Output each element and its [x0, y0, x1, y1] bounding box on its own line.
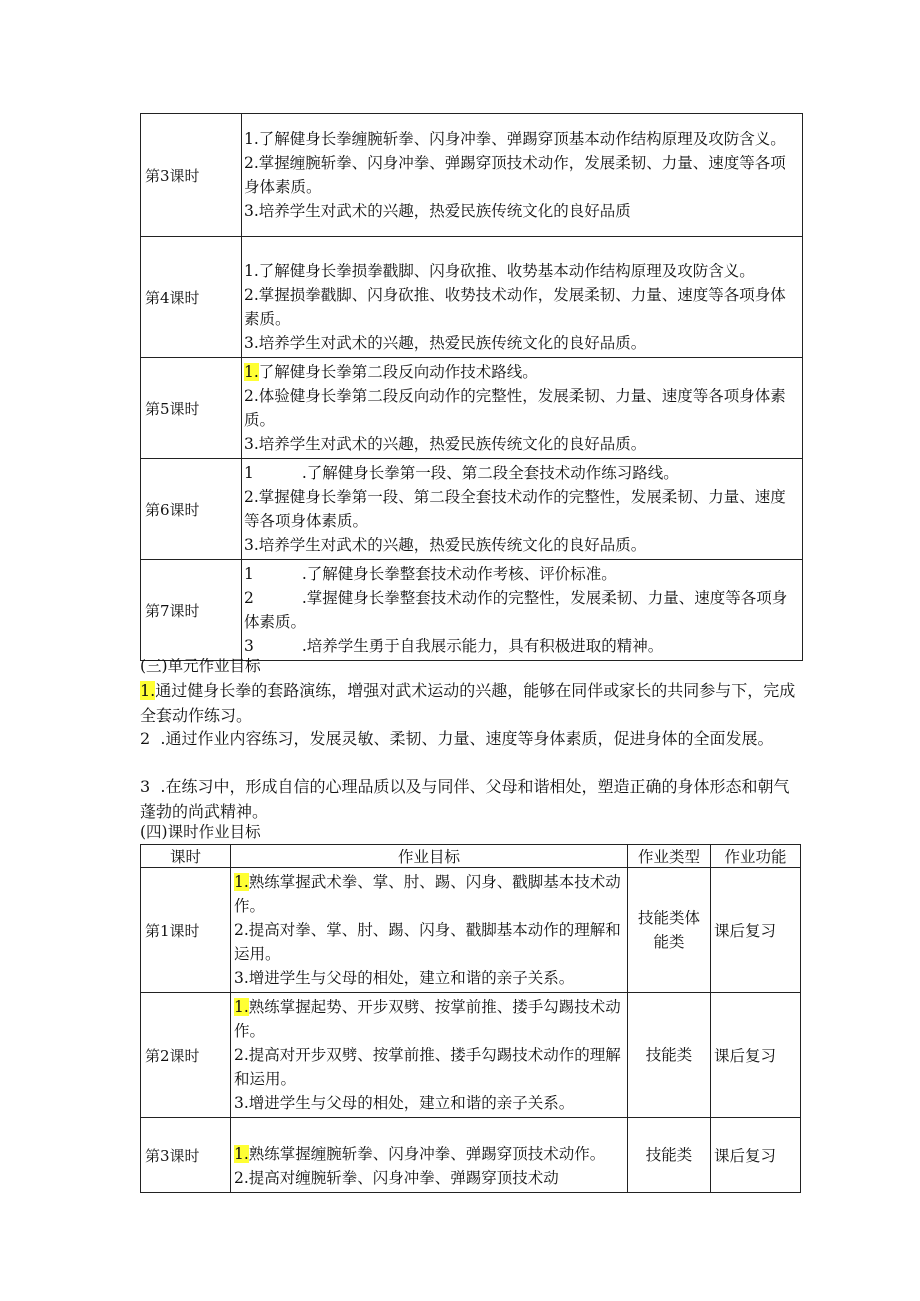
lesson-goals [242, 114, 803, 237]
table-header-row [141, 845, 801, 868]
goal-text: 熟练掌握缠腕斩拳、闪身冲拳、弹踢穿顶技术动作。 [248, 1145, 606, 1163]
unit-goal-text: 通过健身长拳的套路演练，增强对武术运动的兴趣，能够在同伴或家长的共同参与下，完成全套动作练习。 [140, 681, 796, 725]
goal-item: 2.掌握缠腕斩拳、闪身冲拳、弹踢穿顶技术动作，发展柔韧、力量、速度等各项身体素质。 [244, 154, 786, 196]
goal-item: 1.了解健身长拳损拳戳脚、闪身砍推、收势基本动作结构原理及攻防含义。 [244, 262, 755, 280]
goal-item: 3.培养学生对武术的兴趣，热爱民族传统文化的良好品质。 [244, 536, 647, 554]
goal-item [234, 995, 624, 1043]
highlighted-number: 1. [244, 363, 259, 381]
homework-type: 技能类体能类 [628, 868, 711, 993]
highlighted-number: 1. [234, 873, 249, 891]
header-type: 作业类型 [628, 845, 711, 868]
highlighted-number: 1. [234, 998, 249, 1016]
goal-item: 3.增进学生与父母的相处，建立和谐的亲子关系。 [234, 1094, 575, 1112]
goal-item [244, 360, 800, 384]
header-goal: 作业目标 [231, 845, 628, 868]
table-row [141, 459, 803, 560]
lesson-label: 第3课时 [141, 1118, 231, 1193]
goal-text: .掌握健身长拳整套技术动作的完整性，发展柔韧、力量、速度等各项身体素质。 [244, 589, 788, 631]
goal-number: 2 [244, 589, 254, 607]
homework-function: 课后复习 [711, 1118, 801, 1193]
header-function: 作业功能 [711, 845, 801, 868]
lesson-goals [242, 459, 803, 560]
unit-goal-item [140, 678, 805, 728]
table-row [141, 237, 803, 358]
homework-goals-table [140, 844, 801, 1193]
lesson-label: 第1课时 [141, 868, 231, 993]
lesson-label: 第2课时 [141, 993, 231, 1118]
homework-goals-heading: (四)课时作业目标 [140, 823, 261, 841]
goal-item [244, 586, 800, 634]
goal-text: 熟练掌握武术拳、掌、肘、踢、闪身、戳脚基本技术动作。 [234, 873, 621, 915]
homework-goals [231, 1118, 628, 1193]
goal-item: 3.培养学生对武术的兴趣，热爱民族传统文化的良好品质。 [244, 435, 647, 453]
goal-item: 2.掌握损拳戳脚、闪身砍推、收势技术动作，发展柔韧、力量、速度等各项身体素质。 [244, 286, 786, 328]
goal-item: 3.培养学生对武术的兴趣，热爱民族传统文化的良好品质 [244, 202, 631, 220]
goal-item: 1.了解健身长拳缠腕斩拳、闪身冲拳、弹踢穿顶基本动作结构原理及攻防含义。 [244, 130, 786, 148]
homework-goals [231, 868, 628, 993]
header-lesson: 课时 [141, 845, 231, 868]
goal-text: 熟练掌握起势、开步双劈、按掌前推、搂手勾踢技术动作。 [234, 998, 621, 1040]
homework-type: 技能类 [628, 993, 711, 1118]
goal-text: .培养学生勇于自我展示能力，具有积极进取的精神。 [301, 637, 664, 655]
goal-number: 3 [244, 637, 254, 655]
table-row [141, 560, 803, 661]
goal-item: 2.提高对拳、掌、肘、踢、闪身、戳脚基本动作的理解和运用。 [234, 921, 621, 963]
goal-text: 了解健身长拳第二段反向动作技术路线。 [258, 363, 538, 381]
unit-goal-item: 2 .通过作业内容练习，发展灵敏、柔韧、力量、速度等身体素质，促进身体的全面发展。 [140, 729, 774, 748]
unit-goals-heading: (三)单元作业目标 [140, 657, 261, 675]
goal-item [234, 870, 624, 918]
goal-item: 2.提高对缠腕斩拳、闪身冲拳、弹踢穿顶技术动 [234, 1169, 559, 1187]
lesson-goals [242, 358, 803, 459]
unit-goal-item: 3 .在练习中，形成自信的心理品质以及与同伴、父母和谐相处，塑造正确的身体形态和朝气蓬勃的尚武精神。 [140, 777, 790, 821]
table-row [141, 358, 803, 459]
table-row [141, 1118, 801, 1193]
goal-item [244, 461, 800, 485]
homework-function: 课后复习 [711, 868, 801, 993]
table-row [141, 114, 803, 237]
lesson-goals [242, 237, 803, 358]
goal-number: 1 [244, 565, 254, 583]
highlighted-number: 1. [234, 1145, 249, 1163]
lesson-goals [242, 560, 803, 661]
lesson-goals-table [140, 113, 803, 661]
highlighted-number: 1. [140, 681, 156, 700]
lesson-label: 第7课时 [141, 560, 242, 661]
homework-type: 技能类 [628, 1118, 711, 1193]
goal-number: 1 [244, 464, 254, 482]
table-row [141, 868, 801, 993]
lesson-label: 第5课时 [141, 358, 242, 459]
goal-item: 3.培养学生对武术的兴趣，热爱民族传统文化的良好品质。 [244, 334, 647, 352]
homework-goals [231, 993, 628, 1118]
goal-item: 2.体验健身长拳第二段反向动作的完整性，发展柔韧、力量、速度等各项身体素质。 [244, 387, 786, 429]
goal-item: 2.提高对开步双劈、按掌前推、搂手勾踢技术动作的理解和运用。 [234, 1046, 621, 1088]
goal-text: .了解健身长拳整套技术动作考核、评价标准。 [301, 565, 617, 583]
homework-function: 课后复习 [711, 993, 801, 1118]
goal-item [234, 1142, 624, 1166]
goal-item: 2.掌握健身长拳第一段、第二段全套技术动作的完整性，发展柔韧、力量、速度等各项身体素质。 [244, 488, 786, 530]
table-row [141, 993, 801, 1118]
lesson-label: 第3课时 [141, 114, 242, 237]
lesson-label: 第4课时 [141, 237, 242, 358]
goal-item: 3.增进学生与父母的相处，建立和谐的亲子关系。 [234, 969, 575, 987]
goal-item [244, 562, 800, 586]
goal-text: .了解健身长拳第一段、第二段全套技术动作练习路线。 [301, 464, 679, 482]
lesson-label: 第6课时 [141, 459, 242, 560]
